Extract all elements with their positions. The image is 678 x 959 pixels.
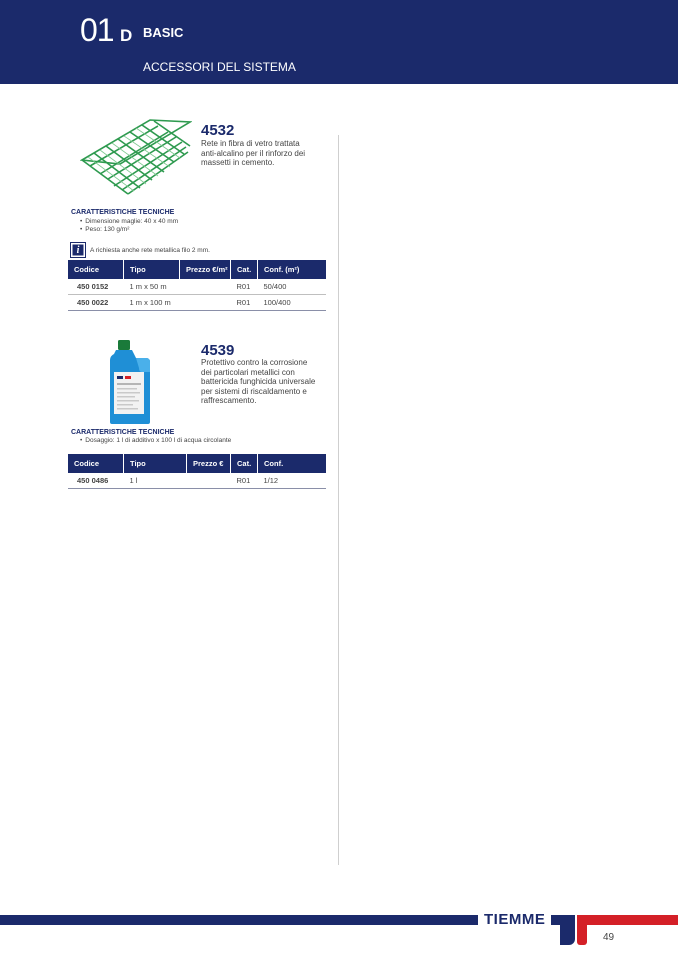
column-header: Prezzo €/m² xyxy=(180,260,231,279)
table-cell: 1 m x 100 m xyxy=(124,295,180,311)
section-title: BASIC xyxy=(143,25,184,40)
brand-logo: TIEMME xyxy=(478,911,551,929)
page-header xyxy=(0,0,678,84)
tech-spec-item: • Dimensione maglie: 40 x 40 mm xyxy=(80,218,178,226)
description-line: anti-alcalino per il rinforzo dei xyxy=(201,148,306,158)
table-cell: 50/400 xyxy=(258,279,327,295)
table-row xyxy=(68,295,326,311)
description-line: per sistemi di riscaldamento e xyxy=(201,386,307,396)
table-cell: R01 xyxy=(231,279,258,295)
description-line: raffrescamento. xyxy=(201,396,257,405)
column-header: Conf. (m²) xyxy=(258,260,327,279)
note-text: A richiesta anche rete metallica filo 2 mm. xyxy=(90,246,210,254)
column-header: Cat. xyxy=(231,454,258,473)
table-cell: 1/12 xyxy=(258,473,327,489)
table-cell xyxy=(187,473,231,489)
table-cell: 450 0022 xyxy=(68,295,124,311)
description-line: massetti in cemento. xyxy=(201,158,275,167)
product-note xyxy=(70,242,210,258)
column-header: Conf. xyxy=(258,454,327,473)
column-header: Tipo xyxy=(124,454,187,473)
description-line: Protettivo contro la corrosione xyxy=(201,358,308,367)
table-cell: 1 l xyxy=(124,473,187,489)
product-description xyxy=(201,139,305,168)
table-cell: 100/400 xyxy=(258,295,327,311)
table-cell: 1 m x 50 m xyxy=(124,279,180,295)
table-cell xyxy=(180,279,231,295)
section-subtitle: ACCESSORI DEL SISTEMA xyxy=(143,60,296,74)
fiberglass-mesh-image xyxy=(80,116,192,196)
footer-pipe-blue xyxy=(560,915,575,945)
product-description xyxy=(201,358,315,406)
table-cell: R01 xyxy=(231,473,258,489)
tech-specs-title: CARATTERISTICHE TECNICHE xyxy=(71,209,175,216)
table-cell: R01 xyxy=(231,295,258,311)
product-table-4539 xyxy=(68,454,326,489)
footer-bar-red xyxy=(582,915,678,925)
description-line: Rete in fibra di vetro trattata xyxy=(201,139,300,148)
tech-spec-item: • Dosaggio: 1 l di additivo x 100 l di acqua circolante xyxy=(80,437,231,445)
product-code-4532: 4532 xyxy=(201,122,235,139)
column-divider xyxy=(338,135,339,865)
tech-specs-list xyxy=(80,437,231,445)
description-line: battericida funghicida universale xyxy=(201,377,316,386)
description-line: dei particolari metallici con xyxy=(201,367,295,377)
section-number: 01 xyxy=(80,12,114,48)
footer-bar xyxy=(0,915,560,925)
tech-specs-list xyxy=(80,218,178,234)
column-header: Prezzo € xyxy=(187,454,231,473)
section-letter: D xyxy=(120,26,133,45)
column-header: Tipo xyxy=(124,260,180,279)
tech-specs-title: CARATTERISTICHE TECNICHE xyxy=(71,429,175,436)
table-cell xyxy=(180,295,231,311)
table-cell: 450 0152 xyxy=(68,279,124,295)
column-header: Codice xyxy=(68,454,124,473)
table-row xyxy=(68,279,326,295)
column-header: Codice xyxy=(68,260,124,279)
table-cell: 450 0486 xyxy=(68,473,124,489)
protective-bottle-image xyxy=(106,338,154,426)
tech-spec-item: • Peso: 130 g/m² xyxy=(80,226,178,234)
page-number: 49 xyxy=(603,932,615,943)
product-code-4539: 4539 xyxy=(201,342,235,359)
info-icon: i xyxy=(70,242,86,258)
table-row xyxy=(68,473,326,489)
column-header: Cat. xyxy=(231,260,258,279)
product-table-4532 xyxy=(68,260,326,311)
footer-pipe-red xyxy=(577,915,587,945)
